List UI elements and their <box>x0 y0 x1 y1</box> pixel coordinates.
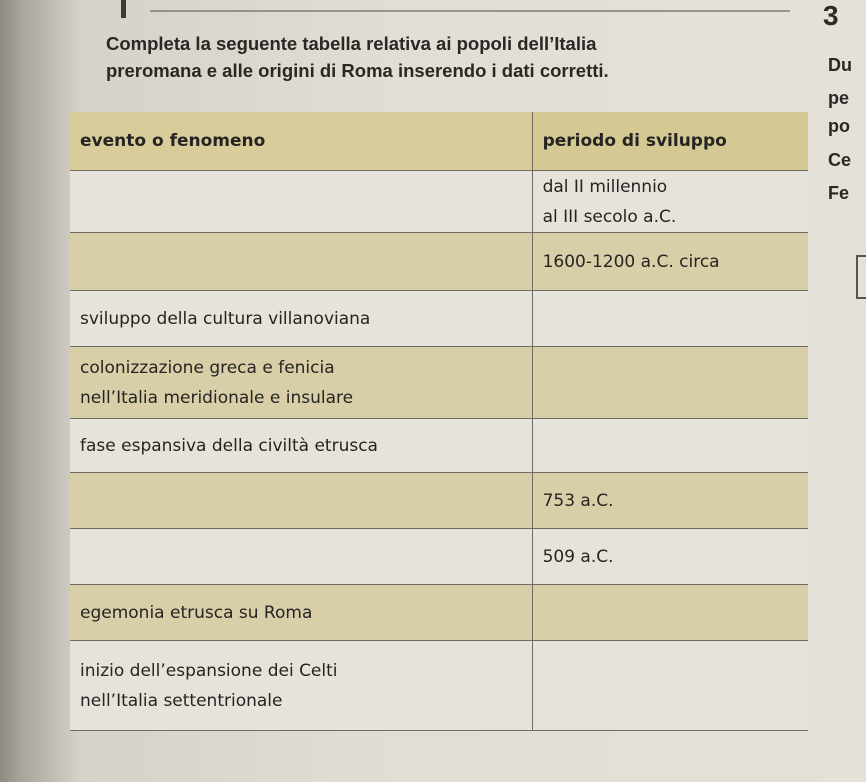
event-cell[interactable] <box>70 473 532 529</box>
side-box-fragment <box>856 255 866 299</box>
exercise-instructions <box>106 30 796 84</box>
period-line: al III secolo a.C. <box>542 206 677 227</box>
history-table <box>70 112 808 731</box>
event-line: nell’Italia meridionale e insulare <box>80 387 354 408</box>
side-fragment-1: Du <box>828 55 852 75</box>
instruction-line-1: Completa la seguente tabella relativa ai popoli dell’Italia <box>106 33 597 54</box>
event-cell[interactable] <box>70 233 532 291</box>
event-cell <box>70 347 532 419</box>
table-row <box>70 233 808 291</box>
period-cell: 753 a.C. <box>532 473 808 529</box>
page-edge-mark <box>121 0 126 18</box>
column-header-event: evento o fenomeno <box>70 112 532 171</box>
period-cell: 509 a.C. <box>532 529 808 585</box>
side-fragment-2: pe <box>828 88 850 108</box>
page-number: 3 <box>823 0 839 31</box>
side-fragment-4: Ce <box>828 150 852 170</box>
side-fragment-5: Fe <box>828 183 850 203</box>
side-fragment-3: po <box>828 116 850 136</box>
table-row <box>70 529 808 585</box>
event-line: nell’Italia settentrionale <box>80 690 283 711</box>
period-cell[interactable] <box>532 291 808 347</box>
period-cell[interactable] <box>532 419 808 473</box>
period-cell[interactable] <box>532 641 808 731</box>
top-divider <box>150 10 790 12</box>
event-cell: sviluppo della cultura villanoviana <box>70 291 532 347</box>
period-cell[interactable] <box>532 347 808 419</box>
period-cell[interactable] <box>532 585 808 641</box>
period-line: dal II millennio <box>542 176 668 197</box>
instruction-line-2: preromana e alle origini di Roma inserendo i dati corretti. <box>106 60 609 81</box>
period-cell: 1600-1200 a.C. circa <box>532 233 808 291</box>
event-cell[interactable] <box>70 171 532 233</box>
column-header-period: periodo di sviluppo <box>532 112 808 171</box>
table-row <box>70 585 808 641</box>
table-row <box>70 291 808 347</box>
period-cell <box>532 171 808 233</box>
table-row <box>70 171 808 233</box>
event-cell <box>70 641 532 731</box>
event-cell[interactable] <box>70 529 532 585</box>
table-row <box>70 641 808 731</box>
event-line: inizio dell’espansione dei Celti <box>80 660 338 681</box>
event-cell: fase espansiva della civiltà etrusca <box>70 419 532 473</box>
table-header-row <box>70 112 808 171</box>
table-row <box>70 419 808 473</box>
table-row <box>70 347 808 419</box>
table-row <box>70 473 808 529</box>
event-cell: egemonia etrusca su Roma <box>70 585 532 641</box>
event-line: colonizzazione greca e fenicia <box>80 357 335 378</box>
